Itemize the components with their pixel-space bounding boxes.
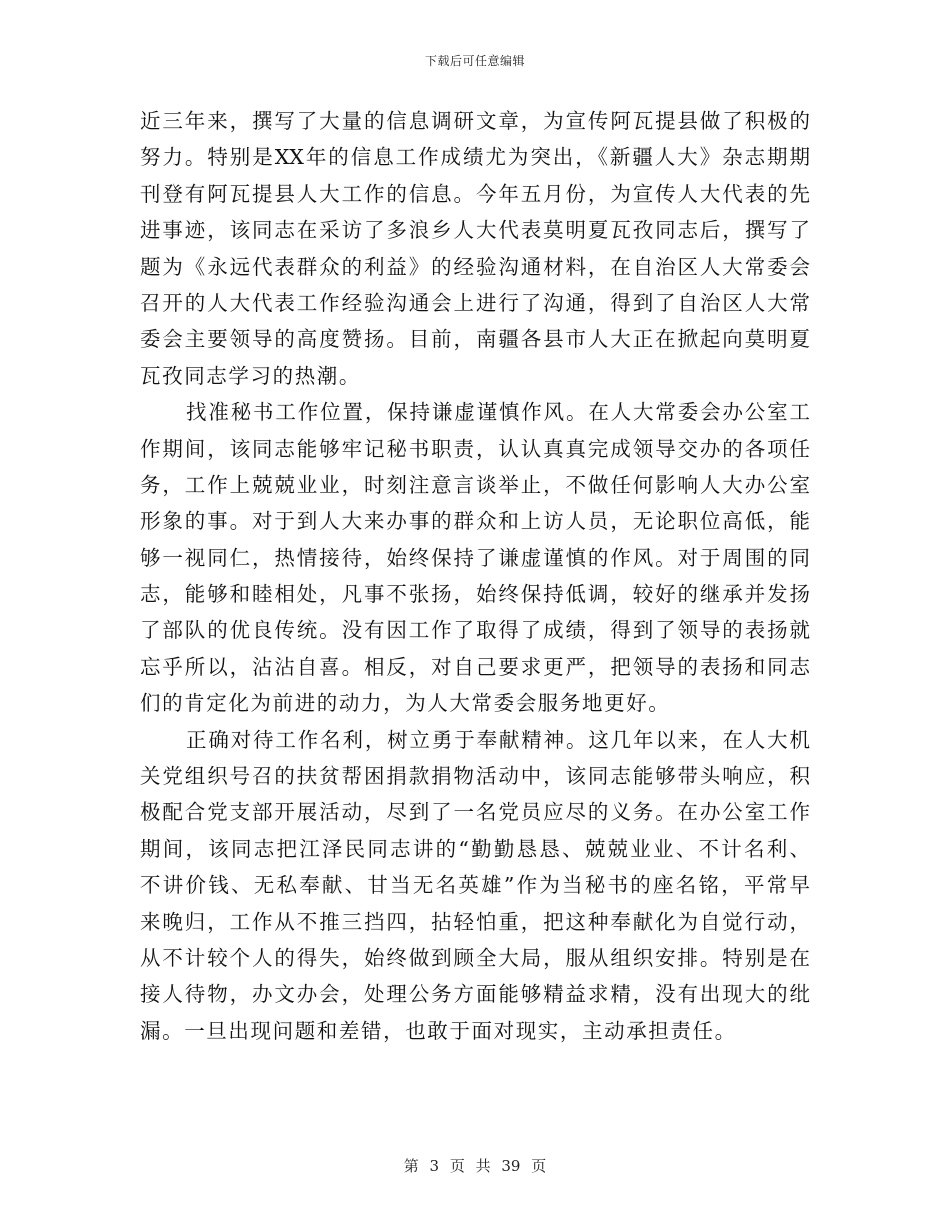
text-line: 刊登有阿瓦提县人大工作的信息。今年五月份，为宣传人大代表的先	[140, 181, 810, 206]
document-body	[140, 103, 810, 1049]
paragraph	[140, 394, 810, 722]
text-line: 了部队的优良传统。没有因工作了取得了成绩，得到了领导的表扬就	[140, 618, 810, 643]
text-line: 接人待物，办文办会，处理公务方面能够精益求精，没有出现大的纰	[140, 982, 810, 1007]
text-line: 题为《永远代表群众的利益》的经验沟通材料，在自治区人大常委会	[140, 254, 810, 279]
text-line: 近三年来，撰写了大量的信息调研文章，为宣传阿瓦提县做了积极的	[140, 109, 810, 133]
text-line: 志，能够和睦相处，凡事不张扬，始终保持低调，较好的继承并发扬	[140, 582, 810, 607]
text-line: 漏。一旦出现问题和差错，也敢于面对现实，主动承担责任。	[140, 1018, 737, 1043]
text-line: 召开的人大代表工作经验沟通会上进行了沟通，得到了自治区人大常	[140, 290, 810, 315]
text-line: 委会主要领导的高度赞扬。目前，南疆各县市人大正在掀起向莫明夏	[140, 327, 810, 352]
paragraph	[140, 103, 810, 394]
text-line: 作期间，该同志能够牢记秘书职责，认认真真完成领导交办的各项任	[140, 436, 810, 461]
text-line: 瓦孜同志学习的热潮。	[140, 363, 361, 388]
text-line: 来晚归，工作从不推三挡四，拈轻怕重，把这种奉献化为自觉行动，	[140, 909, 810, 934]
text-line: 期间，该同志把江泽民同志讲的“勤勤恳恳、兢兢业业、不计名利、	[140, 836, 810, 861]
text-line: 从不计较个人的得失，始终做到顾全大局，服从组织安排。特别是在	[140, 945, 810, 970]
text-line: 们的肯定化为前进的动力，为人大常委会服务地更好。	[140, 691, 671, 716]
text-line: 务，工作上兢兢业业，时刻注意言谈举止，不做任何影响人大办公室	[140, 472, 810, 497]
text-line: 关党组织号召的扶贫帮困捐款捐物活动中，该同志能够带头响应，积	[140, 764, 810, 789]
text-line: 忘乎所以，沾沾自喜。相反，对自己要求更严，把领导的表扬和同志	[140, 654, 810, 679]
text-line: 进事迹，该同志在采访了多浪乡人大代表莫明夏瓦孜同志后，撰写了	[140, 218, 810, 243]
page-number: 第 3 页 共 39 页	[403, 1157, 547, 1175]
text-line: 努力。特别是XX年的信息工作成绩尤为突出，《新疆人大》杂志期期	[140, 145, 810, 170]
text-line: 够一视同仁，热情接待，始终保持了谦虚谨慎的作风。对于周围的同	[140, 545, 810, 570]
text-line: 形象的事。对于到人大来办事的群众和上访人员，无论职位高低，能	[140, 509, 810, 534]
text-line: 极配合党支部开展活动，尽到了一名党员应尽的义务。在办公室工作	[140, 800, 810, 825]
text-line: 找准秘书工作位置，保持谦虚谨慎作风。在人大常委会办公室工	[186, 400, 810, 425]
text-line: 正确对待工作名利，树立勇于奉献精神。这几年以来，在人大机	[186, 727, 810, 752]
page-header: 下载后可任意编辑	[424, 54, 525, 68]
text-line: 不讲价钱、无私奉献、甘当无名英雄”作为当秘书的座名铭，平常早	[140, 873, 810, 898]
paragraph	[140, 722, 810, 1050]
